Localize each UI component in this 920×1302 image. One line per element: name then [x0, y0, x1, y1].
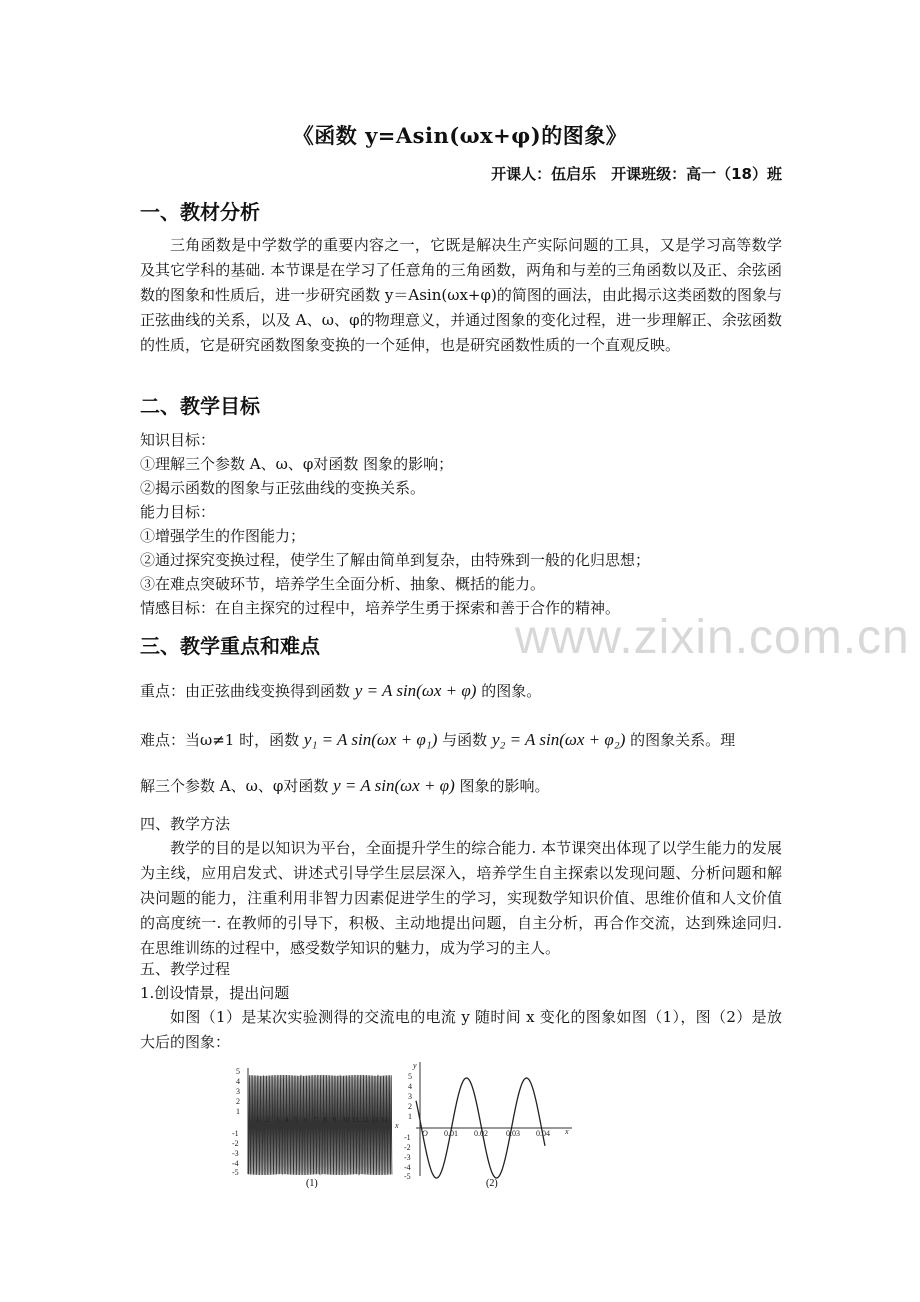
objective-line: ②通过探究变换过程，使学生了解由简单到复杂，由特殊到一般的化归思想； — [140, 551, 651, 569]
process-paragraph: 如图（1）是某次实验测得的交流电的电流 y 随时间 x 变化的图象如图（1），图（2）是放大后的图象： — [140, 1008, 782, 1051]
process-subheading: 1.创设情景，提出问题 — [140, 984, 290, 1002]
fig1-ytick: -4 — [232, 1159, 239, 1168]
key-point-line — [140, 678, 541, 704]
key-point-formula: y = A sin(ωx + φ) — [354, 681, 477, 700]
objective-line: 知识目标： — [140, 431, 216, 449]
fig1-xtick: 8 — [323, 1116, 327, 1124]
figure-2-zoomed-wave — [400, 1058, 580, 1190]
fig1-ytick: 1 — [236, 1107, 240, 1116]
objective-line: ①增强学生的作图能力； — [140, 527, 306, 545]
figure-1-caption: (1) — [306, 1178, 318, 1189]
objective-line: 能力目标： — [140, 503, 216, 521]
fig2-ytick: -3 — [404, 1153, 411, 1162]
section-heading-keypoints: 三、教学重点和难点 — [140, 634, 320, 658]
fig2-ylabel: y — [413, 1061, 417, 1070]
watermark: www.zixin.com.cn — [515, 611, 910, 664]
fig1-xtick: 9 — [332, 1116, 337, 1124]
difficulty2-formula: y = A sin(ωx + φ) — [333, 776, 455, 795]
fig2-ytick: 5 — [408, 1072, 412, 1081]
fig1-xtick: 5 — [294, 1116, 298, 1124]
byline: 开课人：伍启乐 开课班级：高一（18）班 — [491, 165, 782, 183]
fig1-xtick: 12 — [361, 1116, 369, 1124]
fig1-ytick: -1 — [232, 1129, 239, 1138]
fig1-ytick: 4 — [236, 1077, 240, 1086]
fig2-ytick: -2 — [404, 1143, 411, 1152]
fig2-ytick: -5 — [404, 1172, 411, 1181]
fig1-ytick: -5 — [232, 1168, 239, 1177]
difficulty-line-2 — [140, 773, 550, 799]
difficulty2-suffix: 图象的影响。 — [459, 777, 550, 795]
objective-line: ③在难点突破环节，培养学生全面分析、抽象、概括的能力。 — [140, 575, 546, 593]
section-heading-objectives: 二、教学目标 — [140, 394, 260, 418]
key-point-prefix: 重点：由正弦曲线变换得到函数 — [140, 682, 351, 700]
methods-paragraph: 教学的目的是以知识为平台，全面提升学生的综合能力. 本节课突出体现了以学生能力的发展为主线，应用启发式、讲述式引导学生层层深入，培养学生自主探索以发现问题、分析问题和解决问题的能力，注重利用非智力因素促进学生的学习，实现数学知识价值、思维价值和人文价值的高度统一. 在教师的引导下，积极、主动地提出问题，自主分析，再合作交流，达到殊途同归. 在思维训练的过程中，感受数学知识的魅力，成为学习的主人。 — [140, 839, 782, 957]
fig2-ytick: 3 — [408, 1092, 412, 1101]
difficulty-mid: 与函数 — [442, 731, 488, 749]
fig1-xlabel: x — [395, 1121, 399, 1130]
fig2-origin: O — [422, 1129, 428, 1138]
figure-2-caption: (2) — [486, 1178, 498, 1189]
difficulty-suffix: 的图象关系。理 — [630, 731, 736, 749]
fig1-xtick: 7 — [313, 1116, 318, 1124]
difficulty-formula-1: y₁ = A sin(ωx + φ₁) — [303, 730, 438, 749]
fig2-ytick: -4 — [404, 1163, 411, 1172]
section-heading-analysis: 一、教材分析 — [140, 200, 260, 224]
fig2-ytick: -1 — [404, 1133, 411, 1142]
fig1-ytick: -2 — [232, 1139, 239, 1148]
figure-1-dense-wave — [232, 1062, 402, 1190]
fig1-ytick: -3 — [232, 1149, 239, 1158]
fig2-xtick: 0.01 — [444, 1129, 458, 1138]
document-title: 《函数 y=Asin(ωx+φ)的图象》 — [292, 123, 628, 148]
objective-line: 情感目标：在自主探究的过程中，培养学生勇于探索和善于合作的精神。 — [140, 599, 621, 617]
fig1-xtick: 1 — [256, 1116, 260, 1124]
fig2-ytick: 2 — [408, 1102, 412, 1111]
fig2-xtick: 0.04 — [536, 1129, 550, 1138]
fig1-xtick: 13 — [371, 1116, 379, 1124]
fig1-xtick: 4 — [284, 1116, 289, 1124]
difficulty-prefix: 难点：当ω≠1 时，函数 — [140, 731, 300, 749]
fig1-ytick: 5 — [236, 1067, 240, 1076]
fig1-xtick: 6 — [304, 1116, 308, 1124]
fig2-ytick: 1 — [408, 1112, 412, 1121]
fig1-xtick: 14 — [380, 1116, 388, 1124]
fig1-ytick: 3 — [236, 1087, 240, 1096]
fig1-ytick: 2 — [236, 1097, 240, 1106]
objective-line: ①理解三个参数 A、ω、φ对函数 图象的影响； — [140, 455, 454, 473]
fig1-xtick: 3 — [275, 1116, 279, 1124]
difficulty2-prefix: 解三个参数 A、ω、φ对函数 — [140, 777, 329, 795]
fig2-xtick: 0.02 — [474, 1129, 488, 1138]
fig2-xlabel: x — [565, 1127, 569, 1136]
section-heading-process: 五、教学过程 — [140, 960, 231, 978]
fig1-xtick: 10 — [342, 1116, 350, 1124]
fig1-xtick: 11 — [352, 1116, 359, 1124]
section-heading-methods: 四、教学方法 — [140, 815, 231, 833]
key-point-suffix: 的图象。 — [481, 682, 542, 700]
fig2-ytick: 4 — [408, 1082, 412, 1091]
analysis-paragraph: 三角函数是中学数学的重要内容之一，它既是解决生产实际问题的工具，又是学习高等数学及其它学科的基础. 本节课是在学习了任意角的三角函数，两角和与差的三角函数以及正、余弦函数的图象和性质后，进一步研究函数 y＝Asin(ωx+φ)的简图的画法，由此揭示这类函数的图象与正弦曲线的关系，以及 A、ω、φ的物理意义，并通过图象的变化过程，进一步理解正、余弦函数的性质，它是研究函数图象变换的一个延伸，也是研究函数性质的一个直观反映。 — [140, 236, 782, 354]
difficulty-formula-2: y₂ = A sin(ωx + φ₂) — [491, 730, 626, 749]
fig1-xtick: 2 — [265, 1116, 270, 1124]
objective-line: ②揭示函数的图象与正弦曲线的变换关系。 — [140, 479, 426, 497]
difficulty-line — [140, 727, 735, 753]
fig2-xtick: 0.03 — [506, 1129, 520, 1138]
